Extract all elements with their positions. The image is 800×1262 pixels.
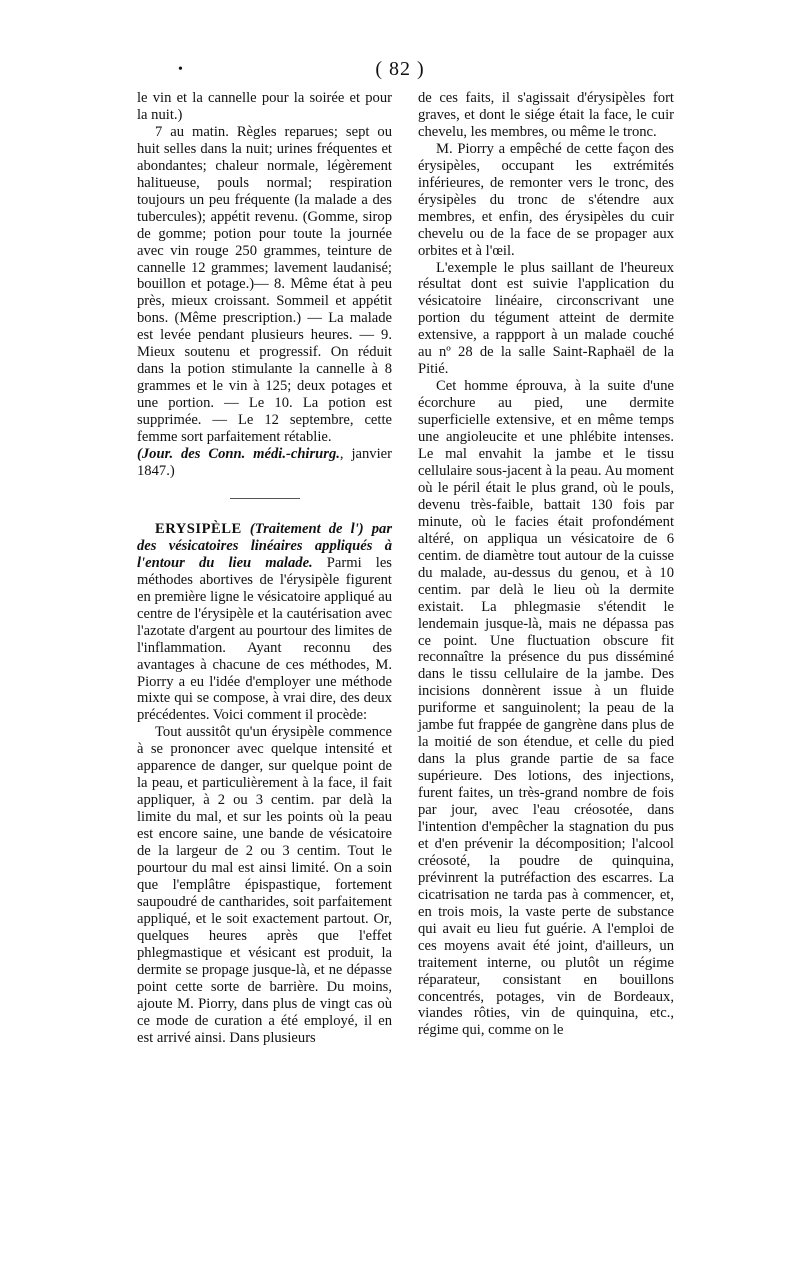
paragraph: L'exemple le plus saillant de l'heureux résultat dont est suivie l'application du vésicatoire linéaire, circonscrivant une portion du tégument atteint de dermite extensive, a rappport à un malade couché au nº 28 de la salle Saint-Raphaël de la Pitié. bbox=[418, 259, 674, 378]
page-number: ( 82 ) bbox=[375, 58, 425, 80]
heading-term: ERYSIPÈLE bbox=[155, 520, 242, 537]
heading-text: Parmi les méthodes abortives de l'érysipèle figurent en première ligne le vésicatoire appliqué au centre de l'érysipèle et la cautérisation avec l'azotate d'argent au pourtour des limites de l'inflammation. Ayant reconnu des avantages à chacune de ces méthodes, M. Piorry a eu l'idée d'employer une méthode mixte qui se compose, à vrai dire, des deux précédentes. Voici comment il procède: bbox=[137, 554, 392, 724]
paragraph: Tout aussitôt qu'un érysipèle commence à se prononcer avec quelque intensité et apparence de danger, sur quelque point de la peau, et particulièrement à la face, il fait appliquer, à 2 ou 3 centim. par delà la limite du mal, et sur les points où la peau est encore saine, une bande de vésicatoire de la largeur de 2 ou 3 centim. Tout le pourtour du mal est ainsi limité. On a soin que l'emplâtre épispastique, fortement saupoudré de cantharides, soit parfaitement appliqué, et le soit exactement partout. Or, quelques heures après que l'effet phlegmastique et vésicant est produit, la dermite se propage jusque-là, et ne dépasse point cette sorte de barrière. Du moins, ajoute M. Piorry, dans plus de vingt cas où ce mode de curation a été employé, il en est arrivé ainsi. Dans plusieurs bbox=[137, 724, 392, 1046]
paragraph: de ces faits, il s'agissait d'érysipèles fort graves, et dont le siége était la face, le cuir chevelu, les membres, ou même le tronc. bbox=[418, 90, 674, 140]
paragraph: Cet homme éprouva, à la suite d'une écorchure au pied, une dermite superficielle extensive, et en même temps une angioleucite et une phlébite intenses. Le mal envahit la jambe et le tissu cellulaire sous-jacent à la peau. Au moment où le péril était le plus grand, où le pouls, devenu très-faible, battait 130 fois par minute, où le facies était profondément altéré, on appliqua un vésicatoire de 6 centim. de diamètre tout autour de la cuisse du malade, au-dessus du genou, et à 10 centim. par delà le lieu où la dermite existait. La phlegmasie s'étendit le lendemain jusque-là, mais ne dépassa pas ce point. Une fluctuation obscure fit reconnaître la présence du pus disséminé dans le tissu cellulaire de la jambe. Des incisions donnèrent issue à un fluide puriforme et sanguinolent; la peau de la jambe fut frappée de gangrène dans plus de la moitié de son étendue, et celle du pied dans la plus grande partie de sa face supérieure. Des lotions, des injections, furent faites, un très-grand nombre de fois par jour, avec l'eau créosotée, dans l'intention d'empêcher la stagnation du pus et d'en prévenir la décomposition; l'alcool créosoté, la poudre de quinquina, prévinrent la putréfaction des escarres. La cicatrisation ne tarda pas à commencer, et, en trois mois, la vaste perte de substance qui avait eu lieu fut guérie. A l'emploi de ces moyens avait été joint, d'ailleurs, un traitement interne, ou plutôt un régime réparateur, consistant en bouillons concentrés, potages, vin de Bordeaux, viandes rôties, vin de quinquina, etc., régime qui, comme on le bbox=[418, 378, 674, 1039]
paragraph: le vin et la cannelle pour la soirée et pour la nuit.) bbox=[137, 90, 392, 123]
page-mark: • bbox=[178, 62, 183, 77]
right-column bbox=[418, 90, 674, 1039]
citation-date: , janvier 1847.) bbox=[137, 446, 392, 479]
paragraph: 7 au matin. Règles reparues; sept ou huit selles dans la nuit; urines fréquentes et abondantes; chaleur normale, légèrement halitueuse, pouls normal; respiration toujours un peu fréquente (la malade a des tubercules); appétit revenu. (Gomme, sirop de gomme; potion pour toute la journée avec vin rouge 250 grammes, teinture de cannelle 12 grammes; lavement laudanisé; bouillon et potage.)— 8. Même état à peu près, mieux croissant. Sommeil et appétit bons. (Même prescription.) — La malade est levée pendant plusieurs heures. — 9. Mieux soutenu et progressif. On réduit dans la potion stimulante la cannelle à 8 grammes et le vin à 125; deux potages et une portion. — Le 10. La potion est supprimée. — Le 12 septembre, cette femme sort parfaitement rétablie. bbox=[137, 123, 392, 446]
heading-subtitle: (Traitement de l') par des vésicatoires linéaires appliqués à l'entour du lieu malade. bbox=[137, 520, 392, 571]
citation-source: (Jour. des Conn. médi.-chirurg. bbox=[137, 446, 340, 463]
left-column bbox=[137, 90, 392, 1046]
citation bbox=[137, 446, 392, 480]
article-heading bbox=[137, 521, 392, 724]
paragraph: M. Piorry a empêché de cette façon des érysipèles, occupant les extrémités inférieures, de remonter vers le tronc, des érysipèles du tronc de s'étendre aux membres, et enfin, des érysipèles du cuir chevelu ou de la face de se propager aux orbites et à l'œil. bbox=[418, 140, 674, 259]
section-divider bbox=[230, 498, 300, 499]
